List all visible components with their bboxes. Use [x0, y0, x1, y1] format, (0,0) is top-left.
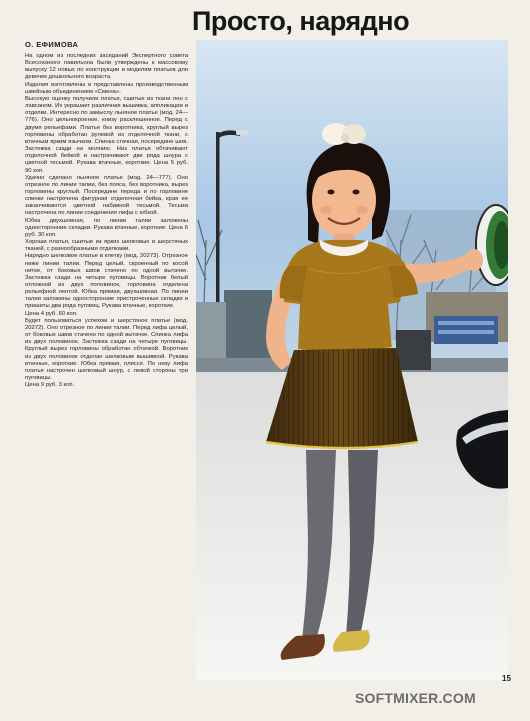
- page-number: 15: [502, 674, 511, 683]
- article-paragraph: Цена 4 руб. 60 коп.: [25, 310, 78, 317]
- article-paragraph: На одном из последних заседаний Экспертного совета Всесоюзного павильона были утверждены к массовому выпуску 12 новых по конструкции и моделям платьев для девочек дошкольного возраста.: [25, 53, 188, 81]
- article-paragraph: Удачно сделано льняное платье (мод. 24—777). Оно отрезное по линии талии, без пояса, без воротника, вырез горловины круглый. Посередине переда и по горловине спинки настрочена фигурная отделочная бейка, края ее заканчиваются цветной набивной тесьмой. Тесьма настрочена по линии соединения лифа с юбкой.: [25, 174, 188, 217]
- article-paragraph: Хороши платья, сшитые из ярких шелковых и шерстяных тканей, с разнообразными отделками.: [25, 239, 188, 253]
- hair-bow: [322, 123, 366, 145]
- article-paragraph: Цена 9 руб. 3 коп.: [25, 382, 75, 389]
- watermark: SOFTMIXER.COM: [355, 690, 476, 706]
- article-paragraph: Нарядно шелковое платье в клетку (мод. 20273). Отрезное ниже линии талии. Перед целый, скроенный по косой нитке, от боковых швов стачено по одной вытачке. Застежка сзади на четыре пуговицы. Воротник белый отложной из двух половинок, горловина отделена рельефной лентой. Юбка прямая, двухшовная. По линии талии заложены односторонние пристроченные складки и пришиты два ряда пуговиц. Рукава втачные, короткие.: [25, 253, 188, 310]
- page-title: Просто, нарядно: [192, 6, 410, 36]
- photo-illustration: [196, 40, 508, 680]
- article-paragraph: Изделия изготовлены и представлены производственным швейным объединением «Смена».: [25, 81, 188, 95]
- photo-girl-in-dress: [196, 40, 508, 680]
- traffic-sign: [476, 205, 508, 285]
- article-paragraph: Будет пользоваться успехом и шерстяное платье (мод. 20272). Оно отрезное по линии талии. Перед лифа целый, от боковых швов стачено по одной вытачке. Спинка лифа из двух половинок. Застежка сзади на четыре пуговицы. Круглый вырез горловины обработан обтачкой. Воротник из двух половинок отделан шелковым вышивкой. Рукава втачные, короткие. Юбка прямая, плиссе. По низу лифа платья настрочен шелковый шнур, с левой стороны три пуговицы.: [25, 317, 188, 382]
- article-paragraph: Высокую оценку получили платья, сшитые из ткани лен с лавсаном. Их украшает различная вышивка, аппликации и отделки. Интересно по замыслу льняное платье (мод. 24—776). Оно цельнокроеное, книзу расклешенное. Перед с двумя рельефами. Платье без воротника, круглый вырез горловины обработан рулевой из отделочной ткани, с втачным ярким язычком. Спинка стачная, посередине шов. Застежка сзади на молнию. Низ платья обтачивают отделочной бейкой и настрачивают две ряда шнура с цветной тесьмой. Рукава втачные, короткие. Цена 5 руб. 90 коп.: [25, 95, 188, 174]
- article-paragraph: Юбка двухшовная, по линии талии заложены односторонние складки. Рукава втачные, короткие. Цена 6 руб. 30 коп.: [25, 217, 188, 238]
- kiosk: [396, 330, 431, 370]
- article-text: [25, 53, 188, 693]
- author-name: О. ЕФИМОВА: [25, 40, 79, 49]
